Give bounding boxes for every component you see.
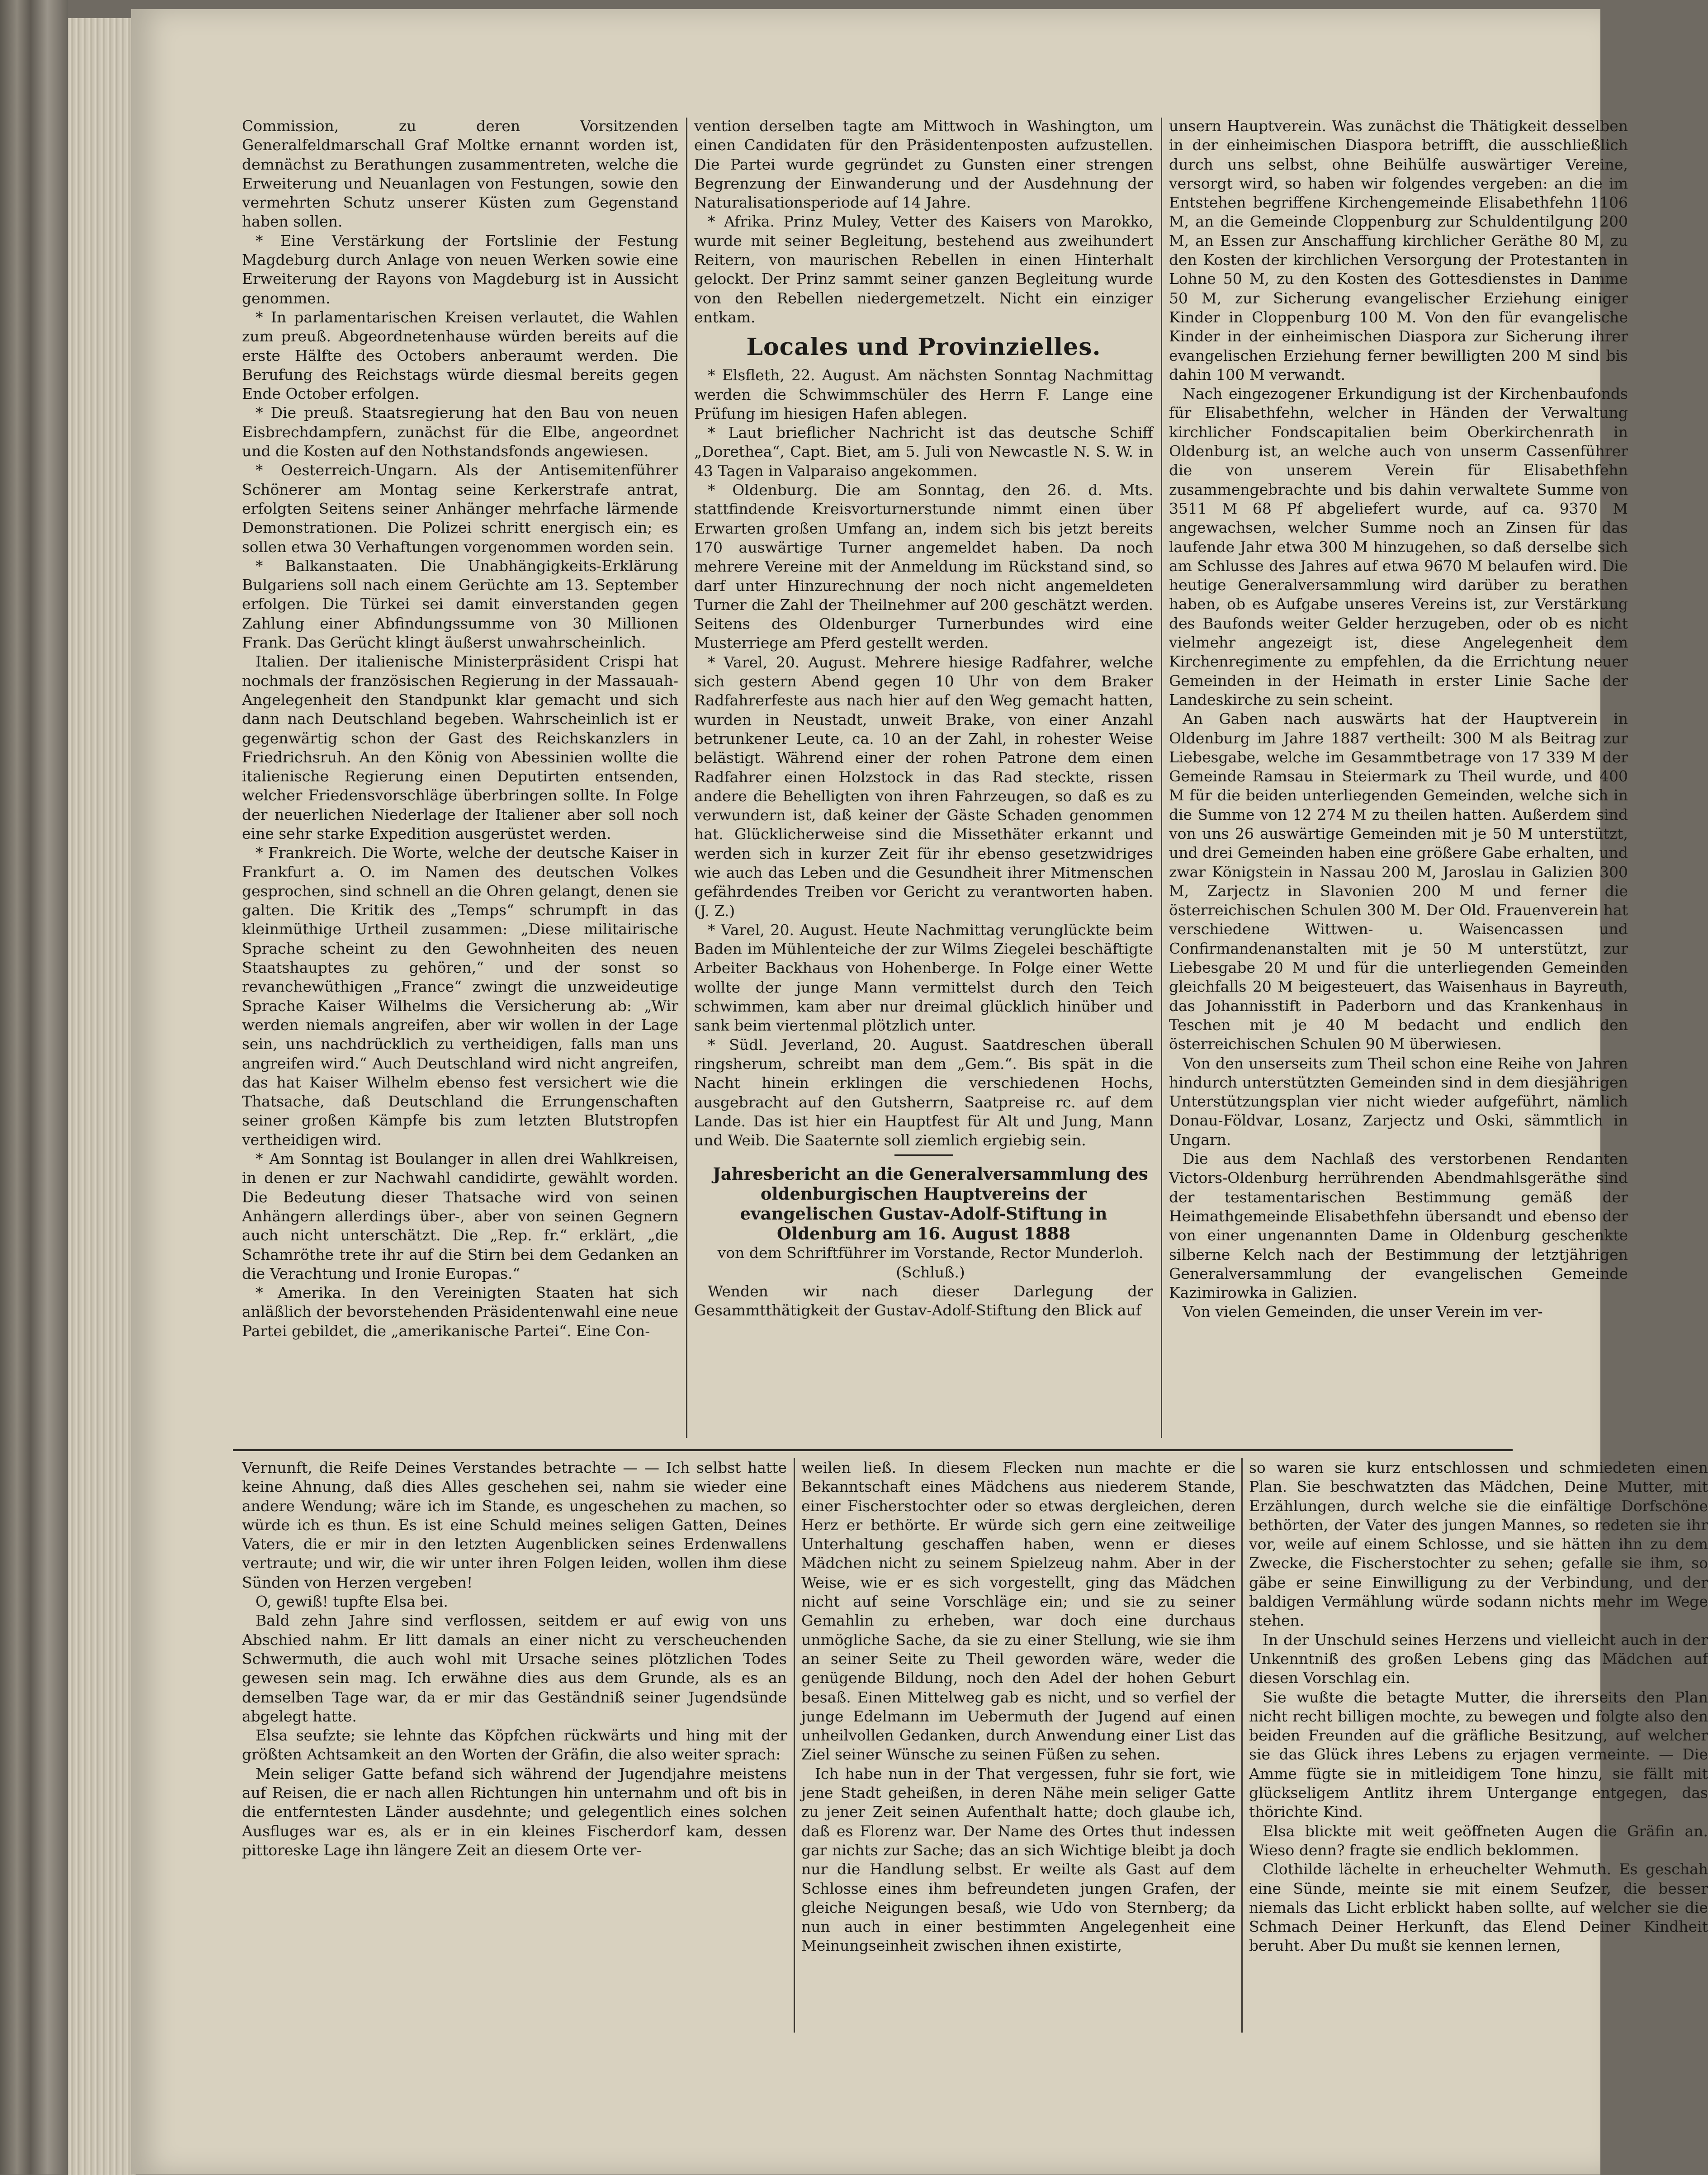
bottom-column-3 [1249, 1458, 1708, 2033]
paragraph: so waren sie kurz entschlossen und schmiedeten einen Plan. Sie beschwatzten das Mädchen, Deine Mutter, mit Erzählungen, durch welche sie die einfältige Dorfschöne bethörten, der Vater des jungen Mannes, so redeten sie ihr vor, weile auf einem Schlosse, und sie hätten ihn zu dem Zwecke, die Fischerstochter zu sehen; gefalle sie ihm, so gäbe er seine Einwilligung zu der Verbindung, und der baldigen Vermählung würde sodann nichts mehr im Wege stehen. [1249, 1459, 1708, 1630]
paragraph: Bald zehn Jahre sind verflossen, seitdem er auf ewig von uns Abschied nahm. Er litt damals an einer nicht zu verscheuchenden Schwermuth, die auch wohl mit Ursache seines plötzlichen Todes gewesen sein mag. Ich erwähne dies aus dem Grunde, als es an demselben Tage war, da er mir das Geständniß seiner Jugendsünde abgelegt hatte. [242, 1612, 787, 1725]
column-rule [1241, 1458, 1243, 2033]
paragraph: unsern Hauptverein. Was zunächst die Thätigkeit desselben in der einheimischen Diaspora betrifft, die ausschließlich durch uns selbst, ohne Beihülfe auswärtiger Vereine, versorgt wird, so haben wir folgendes vergeben: an die im Entstehen begriffene Kirchengemeinde Elisabethfehn 1106 M, an die Gemeinde Cloppenburg zur Schuldentilgung 200 M, an Essen zur Anschaffung kirchlicher Geräthe 80 M, zu den Kosten der kirchlichen Versorgung der Protestanten in Lohne 50 M, zu den Kosten des Gottesdienstes in Damme 50 M, zur Sicherung evangelischer Erziehung einiger Kinder in Cloppenburg 100 M. Von den für evangelische Kinder in der einheimischen Diaspora zur Sicherung ihrer evangelischen Erziehung ferner bewilligten 200 M sind bis dahin 100 M verwandt. [1169, 117, 1628, 383]
column-rule [686, 118, 687, 1438]
paragraph: An Gaben nach auswärts hat der Hauptverein in Oldenburg im Jahre 1887 vertheilt: 300 M als Beitrag zur Liebesgabe, welche im Gesammtbetrage von 17 339 M der Gemeinde Ramsau in Steiermark zu Theil wurde, und 400 M für die beiden unterliegenden Gemeinden, welche sich in die Summe von 12 274 M zu theilen hatten. Außerdem sind von uns 26 auswärtige Gemeinden mit je 50 M unterstützt, und drei Gemeinden haben eine größere Gabe erhalten, und zwar Königstein in Nassau 200 M, Jaroslau in Galizien 300 M, Zarjectz in Slavonien 200 M und ferner die österreichischen Schulen 300 M. Der Old. Frauenverein hat verschiedene Wittwen- u. Waisencassen und Confirmandenanstalten mit je 50 M unterstützt, zur Liebesgabe 20 M und für die unterliegenden Gemeinden gleichfalls 20 M beigesteuert, das Waisenhaus in Bayreuth, das Johannisstift in Paderborn und das Krankenhaus in Teschen mit je 40 M bedacht und endlich den österreichischen Schulen 90 M überwiesen. [1169, 710, 1628, 1053]
paragraph: Elsa blickte mit weit geöffneten Augen die Gräfin an. Wieso denn? fragte sie endlich beklommen. [1249, 1822, 1708, 1859]
paragraph: Mein seliger Gatte befand sich während der Jugendjahre meistens auf Reisen, die er nach allen Richtungen hin unternahm und oft bis in die entferntesten Länder ausdehnte; und gelegentlich eines solchen Ausfluges war es, als er in ein kleines Fischerdorf kam, dessen pittoreske Lage ihn längere Zeit an diesem Orte ver- [242, 1764, 787, 1859]
paragraph: * Afrika. Prinz Muley, Vetter des Kaisers von Marokko, wurde mit seiner Begleitung, bestehend aus zweihundert Reitern, von maurischen Rebellen in einen Hinterhalt gelockt. Der Prinz sammt seiner ganzen Begleitung wurde von den Rebellen niedergemetzelt. Nicht ein einziger entkam. [694, 213, 1153, 326]
paragraph: * Amerika. In den Vereinigten Staaten hat sich anläßlich der bevorstehenden Präsidentenwahl eine neue Partei gebildet, die „amerikanische Partei“. Eine Con- [242, 1284, 678, 1340]
paragraph: Italien. Der italienische Ministerpräsident Crispi hat nochmals der französischen Regierung in der Massauah-Angelegenheit den Standpunkt klar gemacht und sich dann nach Deutschland begeben. Wahrscheinlich ist er gegenwärtig schon der Gast des Reichskanzlers in Friedrichsruh. An den König von Abessinien wollte die italienische Regierung einen Deputirten entsenden, welcher Friedensvorschläge überbringen sollte. In Folge der neuerlichen Niederlage der Italiener aber soll noch eine sehr starke Expedition ausgerüstet werden. [242, 652, 678, 842]
paragraph: * Südl. Jeverland, 20. August. Saatdreschen überall ringsherum, schreibt man dem „Gem.“. Bis spät in die Nacht hinein erklingen die verschiedenen Hochs, ausgebracht auf den Gutsherrn, Saatpreise rc. auf dem Lande. Das ist hier ein Hauptfest für Alt und Jung, Mann und Weib. Die Saaternte soll ziemlich ergiebig sein. [694, 1035, 1153, 1149]
paragraph: Commission, zu deren Vorsitzenden Generalfeldmarschall Graf Moltke ernannt worden ist, demnächst zu Berathungen zusammentreten, welche die Erweiterung und Neuanlagen von Festungen, sowie den vermehrten Schutz unserer Küsten zum Gegenstand haben sollen. [242, 117, 678, 231]
paragraph: Clothilde lächelte in erheuchelter Wehmuth. Es geschah eine Sünde, meinte sie mit einem Seufzer, die besser niemals das Licht erblickt haben sollte, auf welcher sie die Schmach Deiner Herkunft, das Elend Deiner Kindheit beruht. Aber Du mußt sie kennen lernen, [1249, 1860, 1708, 1955]
section-title: Locales und Provinzielles. [746, 333, 1101, 361]
paragraph: Vernunft, die Reife Deines Verstandes betrachte — — Ich selbst hatte keine Ahnung, daß dies Alles geschehen sei, nahm sie wieder eine andere Wendung; wäre ich im Stande, es ungeschehen zu machen, so würde ich es thun. Es ist eine Schuld meines seligen Gatten, Deines Vaters, die er mir in den letzten Augenblicken seines Erdenwallens vertraute; und wir, die wir unter ihren Folgen leiden, wollen ihm diese Sünden von Herzen vergeben! [242, 1459, 787, 1591]
paragraph: In der Unschuld seines Herzens und vielleicht auch in der Unkenntniß des großen Lebens ging das Mädchen auf diesen Vorschlag ein. [1249, 1631, 1708, 1687]
paragraph: Ich habe nun in der That vergessen, fuhr sie fort, wie jene Stadt geheißen, in deren Nähe mein seliger Gatte zu jener Zeit seinen Aufenthalt hatte; doch glaube ich, daß es Florenz war. Der Name des Ortes thut indessen gar nichts zur Sache; das an sich Wichtige bleibt ja doch nur die Handlung selbst. Er weilte als Gast auf dem Schlosse eines ihm befreundeten jungen Grafen, der gleiche Neigungen besaß, wie Udo von Sternberg; da nun auch in einer bestimmten Angelegenheit eine Meinungseinheit zwischen ihnen existirte, [801, 1764, 1235, 1955]
paragraph: Elsa seufzte; sie lehnte das Köpfchen rückwärts und hing mit der größten Achtsamkeit an den Worten der Gräfin, die also weiter sprach: [242, 1726, 787, 1764]
paragraph: * Balkanstaaten. Die Unabhängigkeits-Erklärung Bulgariens soll nach einem Gerüchte am 13. September erfolgen. Die Türkei sei damit einverstanden gegen Zahlung einer Abfindungssumme von 30 Millionen Frank. Das Gerücht klingt äußerst unwahrscheinlich. [242, 557, 678, 652]
paragraph: Von den unserseits zum Theil schon eine Reihe von Jahren hindurch unterstützten Gemeinden sind in dem diesjährigen Unterstützungsplan vier nicht wieder aufgeführt, nämlich Donau-Földvar, Losanz, Zarjectz und Oski, sämmtlich in Ungarn. [1169, 1054, 1628, 1149]
top-column-1 [242, 117, 678, 1442]
paragraph: Von vielen Gemeinden, die unser Verein im ver- [1183, 1303, 1543, 1321]
page-edges [68, 18, 136, 2175]
top-column-2 [694, 117, 1153, 1442]
paragraph: * Eine Verstärkung der Fortslinie der Festung Magdeburg durch Anlage von neuen Werken sowie eine Erweiterung der Rayons von Magdeburg ist in Aussicht genommen. [242, 232, 678, 307]
report-byline: von dem Schriftführer im Vorstande, Rector Munderloh. [717, 1244, 1144, 1262]
paragraph: * Oldenburg. Die am Sonntag, den 26. d. Mts. stattfindende Kreisvorturnerstunde nimmt einen über Erwarten großen Umfang an, indem sich bis jetzt bereits 170 auswärtige Turner angemeldet haben. Da noch mehrere Vereine mit der Anmeldung im Rückstand sind, so darf unter Hinzurechnung der noch nicht angemeldeten Turner die Zahl der Theilnehmer auf 200 geschätzt werden. Seitens des Oldenburger Turnerbundes wird eine Musterriege am Pferd gestellt werden. [694, 481, 1153, 652]
separator-rule [894, 1154, 953, 1156]
report-title: Jahresbericht an die Generalversammlung des oldenburgischen Hauptvereins der evangelischen Gustav-Adolf-Stiftung in Oldenburg am 16. August 1888 [713, 1164, 1148, 1244]
paragraph: * In parlamentarischen Kreisen verlautet, die Wahlen zum preuß. Abgeordnetenhause würden bereits auf die erste Hälfte des Octobers anberaumt werden. Die Berufung des Reichstags würde diesmal bereits gegen Ende October erfolgen. [242, 308, 678, 403]
paragraph: vention derselben tagte am Mittwoch in Washington, um einen Candidaten für den Präsidentenposten aufzustellen. Die Partei wurde gegründet zu Gunsten einer strengen Begrenzung der Einwanderung und der Ausdehnung der Naturalisationsperiode auf 14 Jahre. [694, 117, 1153, 212]
feuilleton-divider [233, 1449, 1513, 1451]
bottom-column-1 [242, 1458, 787, 2033]
paragraph: weilen ließ. In diesem Flecken nun machte er die Bekanntschaft eines Mädchens aus niederem Stande, einer Fischerstochter oder so etwas dergleichen, deren Herz er bethörte. Er würde sich gern eine zeitweilige Unterhaltung geschaffen haben, wenn er dieses Mädchen nicht zu seinem Spielzeug nahm. Aber in der Weise, wie er es sich vorgestellt, ging das Mädchen nicht auf seine Vorschläge ein; und sie zu seiner Gemahlin zu erheben, war doch eine durchaus unmögliche Sache, da sie zu einer Stellung, wie sie ihm an seiner Seite zu Theil geworden wäre, weder die genügende Bildung, noch den Adel der hohen Geburt besaß. Einen Mittelweg gab es nicht, und so verfiel der junge Edelmann im Uebermuth der Jugend auf einen unheilvollen Gedanken, durch Anwendung einer List das Ziel seiner Wünsche zu seinen Füßen zu sehen. [801, 1459, 1235, 1764]
paragraph: * Die preuß. Staatsregierung hat den Bau von neuen Eisbrechdampfern, zunächst für die Elbe, angeordnet und die Kosten auf den Nothstandsfonds angewiesen. [242, 404, 678, 460]
newspaper-page [131, 9, 1708, 2175]
paragraph: * Frankreich. Die Worte, welche der deutsche Kaiser in Frankfurt a. O. im Namen des deutschen Volkes gesprochen, sind schnell an die Ohren gelangt, denen sie galten. Die Kritik des „Temps“ schrumpft in das kleinmüthige Urtheil zusammen: „Diese militairische Sprache scheint zu den Gewohnheiten des neuen Staatshauptes zu gehören,“ und der sonst so revanchewüthigen „France“ zwingt die unzweideutige Sprache Kaiser Wilhelms die Versicherung ab: „Wir werden niemals angreifen, aber wir wollen in der Lage sein, uns nachdrücklich zu vertheidigen, falls man uns angreifen wird.“ Auch Deutschland wird nicht angreifen, das hat Kaiser Wilhelm ebenso fest versichert wie die Thatsache, daß Deutschland die Errungenschaften seiner großen Kämpfe bis zum letzten Blutstropfen vertheidigen wird. [242, 844, 678, 1149]
paragraph: * Oesterreich-Ungarn. Als der Antisemitenführer Schönerer am Montag seine Kerkerstrafe antrat, erfolgten Seitens seiner Anhänger mehrfache lärmende Demonstrationen. Die Polizei schritt energisch ein; es sollen etwa 30 Verhaftungen vorgenommen worden sein. [242, 461, 678, 556]
paragraph: Nach eingezogener Erkundigung ist der Kirchenbaufonds für Elisabethfehn, welcher in Händen der Verwaltung kirchlicher Fondscapitalien beim Oberkirchenrath in Oldenburg ist, an welche auch von unserm Cassenführer die von unserem Verein für Elisabethfehn zusammengebrachte und bis dahin verwaltete Summe von 3511 M 68 Pf abgeliefert wurde, auf ca. 9370 M angewachsen, welcher Summe noch an Zinsen für das laufende Jahr etwa 300 M hinzugehen, so daß derselbe sich am Schlusse des Jahres auf etwa 9670 M belaufen wird. Die heutige Generalversammlung wird darüber zu berathen haben, ob es Aufgabe unseres Vereins ist, zur Verstärkung des Baufonds weiter Gelder herzugeben, oder ob es nicht vielmehr angezeigt ist, diese Angelegenheit dem Kirchenregimente zu empfehlen, da die Errichtung neuer Gemeinden in der Heimath in erster Linie Sache der Landeskirche zu sein scheint. [1169, 385, 1628, 709]
paragraph: O, gewiß! tupfte Elsa bei. [255, 1593, 448, 1611]
report-continuation: (Schluß.) [896, 1263, 965, 1281]
paragraph: * Am Sonntag ist Boulanger in allen drei Wahlkreisen, in denen er zur Nachwahl candidirte, gewählt worden. Die Bedeutung dieser Thatsache wird von seinen Anhängern allerdings über-, aber von seinen Gegnern auch nicht unterschätzt. Die „Rep. fr.“ erklärt, „die Schamröthe trete ihr auf die Stirn bei dem Gedanken an die Verachtung und Ironie Europas.“ [242, 1150, 678, 1282]
book-spine [0, 0, 68, 2175]
column-rule [1161, 118, 1162, 1438]
paragraph: Wenden wir nach dieser Darlegung der Gesammtthätigkeit der Gustav-Adolf-Stiftung den Blick auf [694, 1282, 1153, 1319]
paragraph: * Varel, 20. August. Mehrere hiesige Radfahrer, welche sich gestern Abend gegen 10 Uhr von dem Braker Radfahrerfeste aus nach hier auf den Weg gemacht hatten, wurden in Neustadt, unweit Brake, von einer Anzahl betrunkener Leute, ca. 10 an der Zahl, in rohester Weise belästigt. Während einer der rohen Patrone dem einen Radfahrer einen Holzstock in das Rad steckte, rissen andere die Behelligten von ihren Fahrzeugen, so daß es zu verwundern ist, daß keiner der Gäste Schaden genommen hat. Glücklicherweise sind die Missethäter erkannt und werden sich in kurzer Zeit für ihr ebenso gesetzwidriges wie auch das Leben und die Gesundheit ihrer Mitmenschen gefährdendes Treiben vor Gericht zu verantworten haben. (J. Z.) [694, 653, 1153, 920]
paragraph: * Laut brieflicher Nachricht ist das deutsche Schiff „Dorethea“, Capt. Biet, am 5. Juli von Newcastle N. S. W. in 43 Tagen in Valparaiso angekommen. [694, 424, 1153, 480]
column-rule [794, 1458, 795, 2033]
paragraph: Die aus dem Nachlaß des verstorbenen Rendanten Victors-Oldenburg herrührenden Abendmahlsgeräthe sind der testamentarischen Bestimmung gemäß der Heimathgemeinde Elisabethfehn übersandt und ebenso der von einer ungenannten Dame in Oldenburg geschenkte silberne Kelch nach der Bestimmung der letztjährigen Generalversammlung der evangelischen Gemeinde Kazimirowka in Galizien. [1169, 1150, 1628, 1302]
paragraph: * Elsfleth, 22. August. Am nächsten Sonntag Nachmittag werden die Schwimmschüler des Herrn F. Lange eine Prüfung im hiesigen Hafen ablegen. [694, 366, 1153, 422]
top-column-3 [1169, 117, 1628, 1442]
paragraph: Sie wußte die betagte Mutter, die ihrerseits den Plan nicht recht billigen mochte, zu bewegen und folgte also den beiden Freunden auf die gräfliche Besitzung, auf welcher sie das Glück ihres Lebens zu erjagen vermeinte. — Die Amme fügte sie in mitleidigem Tone hinzu, sie fällt mit glückseligem Antlitz ihrem Untergange entgegen, das thörichte Kind. [1249, 1688, 1708, 1821]
paragraph: * Varel, 20. August. Heute Nachmittag verunglückte beim Baden im Mühlenteiche der zur Wilms Ziegelei beschäftigte Arbeiter Backhaus von Hohenberge. In Folge einer Wette wollte der junge Mann vermittelst durch den Teich schwimmen, kam aber nur dreimal glücklich hinüber und sank beim viertenmal plötzlich unter. [694, 921, 1153, 1035]
bottom-column-2 [801, 1458, 1235, 2033]
